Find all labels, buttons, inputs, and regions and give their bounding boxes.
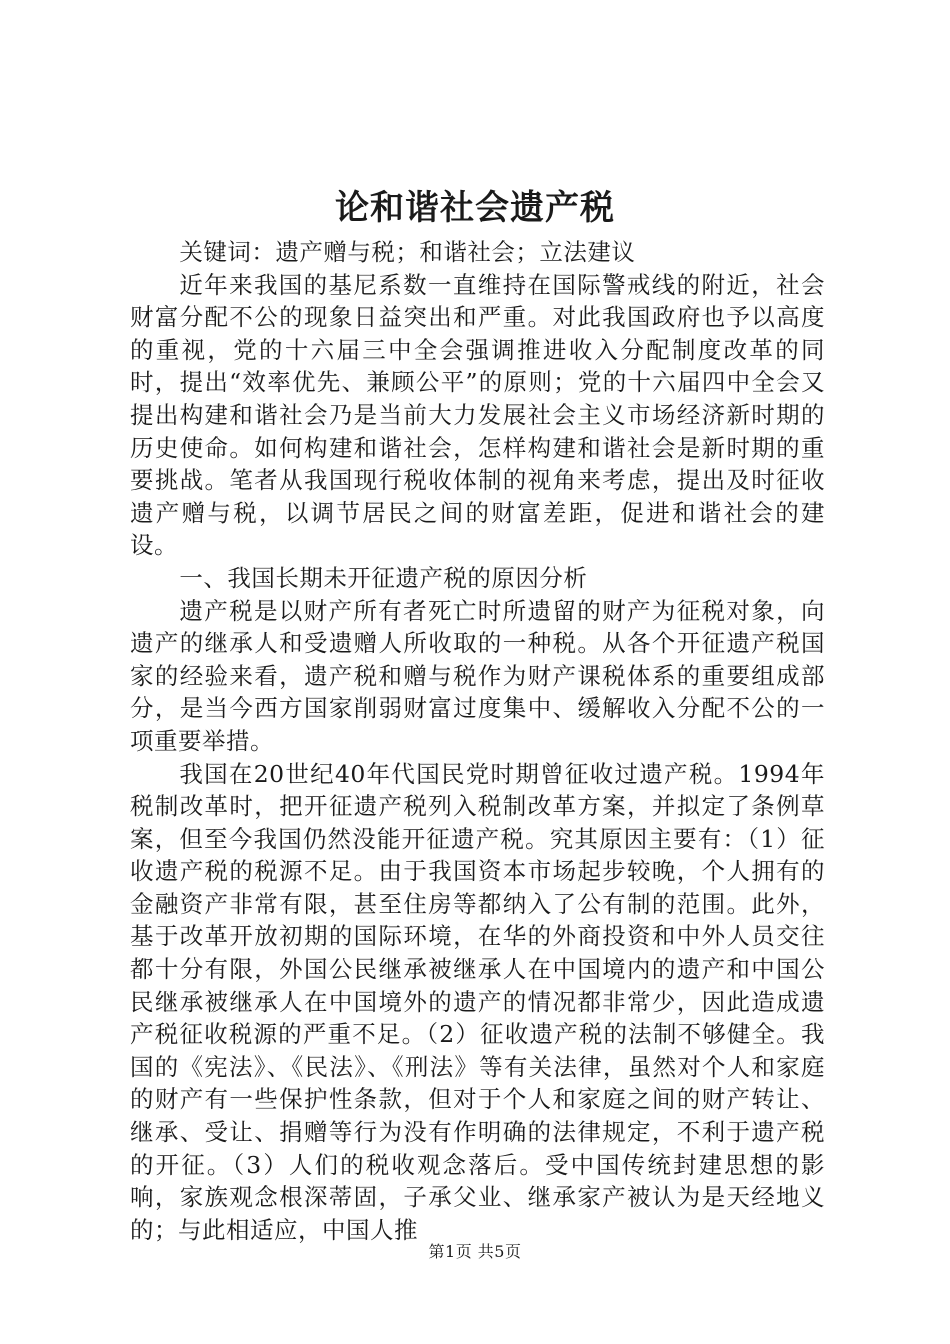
- section-heading: 一、我国长期未开征遗产税的原因分析: [179, 563, 588, 592]
- page-footer: 第1页 共5页: [428, 1242, 522, 1261]
- definition-paragraph: 遗产税是以财产所有者死亡时所遗留的财产为征税对象，向遗产的继承人和受遗赠人所收取的一种税。从各个开征遗产税国家的经验来看，遗产税和赠与税作为财产课税体系的重要组成部分，是当今西方国家削弱财富过度集中、缓解收入分配不公的一项重要举措。: [130, 596, 825, 755]
- document-title: 论和谐社会遗产税: [335, 188, 615, 228]
- keywords-paragraph: 关键词：遗产赠与税；和谐社会；立法建议: [179, 238, 636, 266]
- intro-paragraph: 近年来我国的基尼系数一直维持在国际警戒线的附近，社会财富分配不公的现象日益突出和严重。对此我国政府也予以高度的重视，党的十六届三中全会强调推进收入分配制度改革的同时，提出“效率优先、兼顾公平”的原则；党的十六届四中全会又提出构建和谐社会乃是当前大力发展社会主义市场经济新时期的历史使命。如何构建和谐社会，怎样构建和谐社会是新时期的重要挑战。笔者从我国现行税收体制的视角来考虑，提出及时征收遗产赠与税，以调节居民之间的财富差距，促进和谐社会的建设。: [130, 270, 825, 560]
- document-body: [130, 236, 825, 1246]
- history-paragraph: 我国在20世纪40年代国民党时期曾征收过遗产税。1994年税制改革时，把开征遗产税列入税制改革方案，并拟定了条例草案，但至今我国仍然没能开征遗产税。究其原因主要有：（1）征收遗产税的税源不足。由于我国资本市场起步较晚，个人拥有的金融资产非常有限，甚至住房等都纳入了公有制的范围。此外，基于改革开放初期的国际环境，在华的外商投资和中外人员交往都十分有限，外国公民继承被继承人在中国境内的遗产和中国公民继承被继承人在中国境外的遗产的情况都非常少，因此造成遗产税征收税源的严重不足。（2）征收遗产税的法制不够健全。我国的《宪法》、《民法》、《刑法》等有关法律，虽然对个人和家庭的财产有一些保护性条款，但对于个人和家庭之间的财产转让、继承、受让、捐赠等行为没有作明确的法律规定，不利于遗产税的开征。（3）人们的税收观念落后。受中国传统封建思想的影响，家族观念根深蒂固，子承父业、继承家产被认为是天经地义的；与此相适应，中国人推: [130, 759, 825, 1244]
